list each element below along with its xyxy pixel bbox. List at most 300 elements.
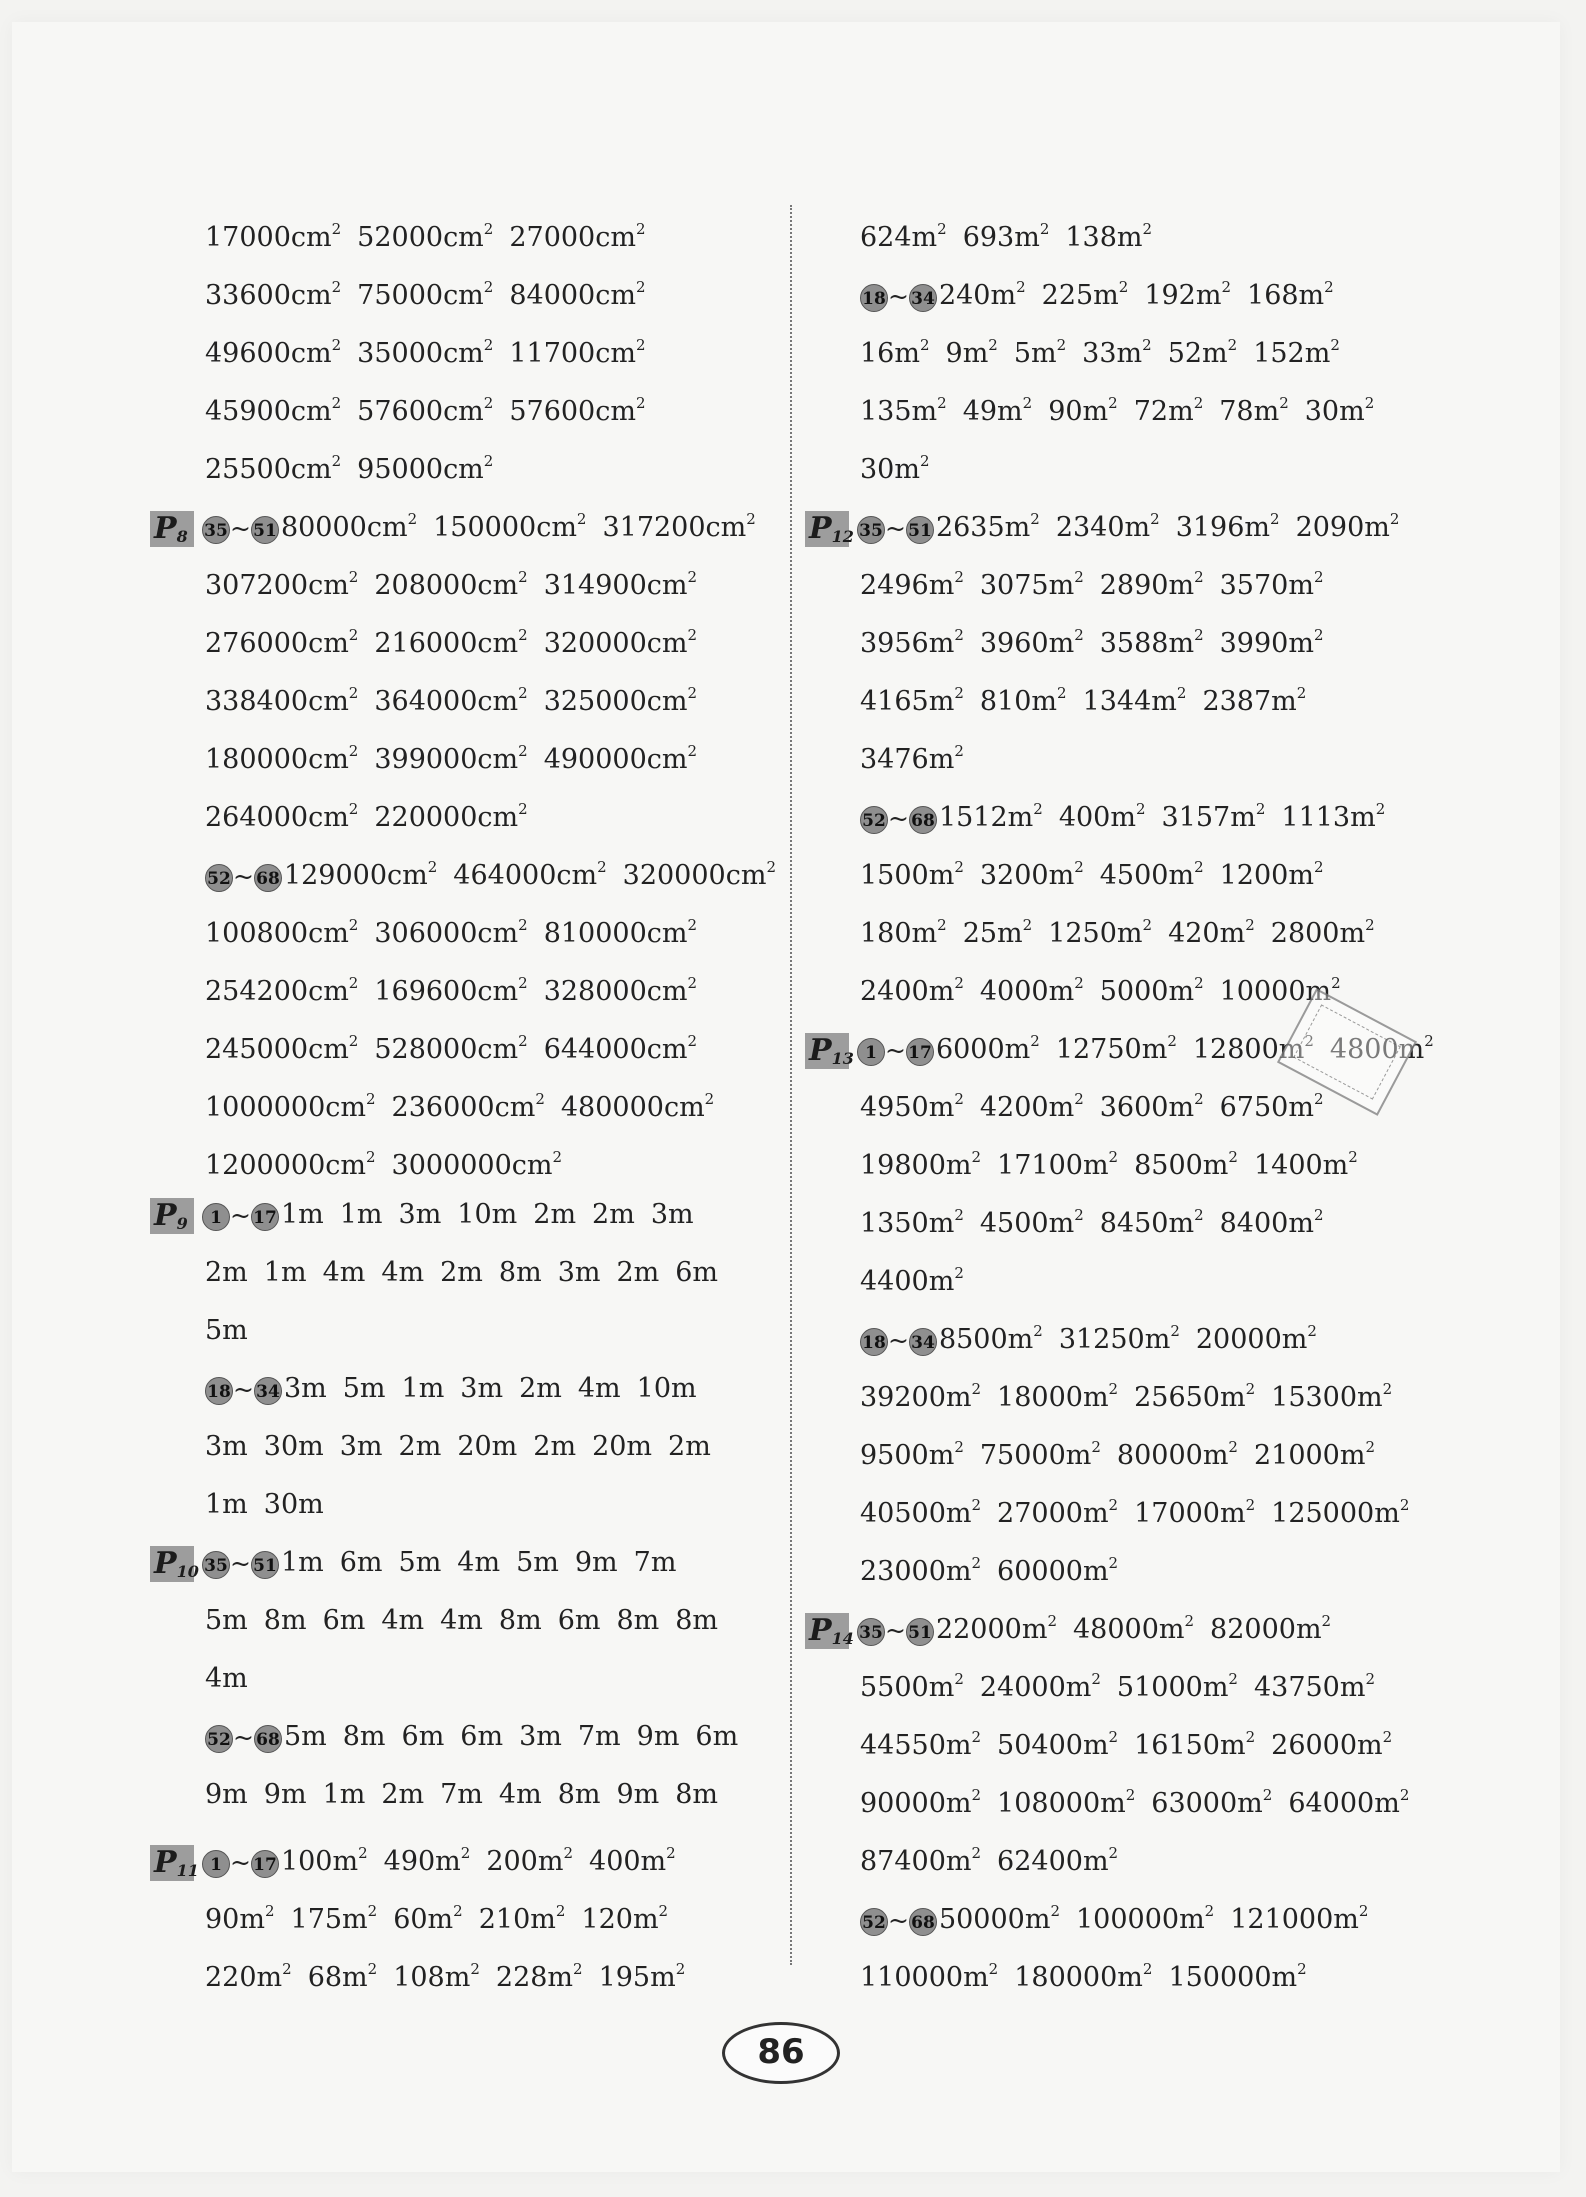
- answer-value: $264000cm^2$: [205, 800, 359, 833]
- answer-value: $60000m^2$: [997, 1554, 1119, 1587]
- answer-value: $33m^2$: [1082, 336, 1152, 369]
- answer-value: $1500m^2$: [860, 858, 964, 891]
- answer-line: [805, 1302, 1425, 1360]
- answer-line: [150, 722, 770, 780]
- answer-value: $8500m^2$: [1134, 1148, 1238, 1181]
- answer-value: $3600m^2$: [1099, 1090, 1204, 1123]
- answer-value: $276000cm^2$: [205, 626, 359, 659]
- answer-line: [805, 548, 1425, 606]
- answer-value: 6m: [460, 1721, 504, 1752]
- answer-value: 8m: [342, 1721, 386, 1752]
- answer-value: $2635m^2$: [935, 510, 1040, 543]
- answer-value: $90m^2$: [205, 1902, 275, 1935]
- answer-value: $1200000cm^2$: [205, 1148, 376, 1181]
- answer-line: [805, 1186, 1425, 1244]
- answer-value: 6m: [695, 1721, 739, 1752]
- answer-value: $95000cm^2$: [357, 452, 494, 485]
- answer-value: $18000m^2$: [997, 1380, 1119, 1413]
- question-number-circle: 1: [857, 1038, 885, 1066]
- question-number-circle: 34: [909, 1328, 937, 1356]
- answer-value: $40500m^2$: [860, 1496, 982, 1529]
- answer-value: $3570m^2$: [1219, 568, 1324, 601]
- answer-value: $245000cm^2$: [205, 1032, 359, 1065]
- question-range: 35~ 51: [202, 500, 279, 558]
- answer-value: $480000cm^2$: [560, 1090, 715, 1123]
- answer-value: $108m^2$: [393, 1960, 480, 1993]
- answer-value: $87400m^2$: [860, 1844, 982, 1877]
- answer-value: $1250m^2$: [1048, 916, 1153, 949]
- answer-value: $810000cm^2$: [543, 916, 698, 949]
- answer-line: [805, 432, 1425, 490]
- answer-value: $45900cm^2$: [205, 394, 342, 427]
- answer-value: $220m^2$: [205, 1960, 292, 1993]
- answer-value: $90m^2$: [1048, 394, 1118, 427]
- answer-value: $169600cm^2$: [374, 974, 528, 1007]
- answer-value: $16m^2$: [860, 336, 930, 369]
- answer-value: $125000m^2$: [1271, 1496, 1410, 1529]
- answer-value: $192m^2$: [1144, 278, 1232, 311]
- answer-value: $6000m^2$: [935, 1032, 1040, 1065]
- answer-value: 8m: [263, 1605, 307, 1636]
- answer-line: [150, 374, 770, 432]
- answer-line: [805, 1882, 1425, 1940]
- answer-value: 10m: [457, 1199, 518, 1230]
- answer-value: $82000m^2$: [1210, 1612, 1332, 1645]
- answer-line: [805, 1418, 1425, 1476]
- answer-value: $22000m^2$: [935, 1612, 1057, 1645]
- answer-value: $3000000cm^2$: [391, 1148, 563, 1181]
- question-number-circle: 17: [906, 1038, 934, 1066]
- answer-value: 10m: [636, 1373, 697, 1404]
- answer-value: $75000m^2$: [979, 1438, 1101, 1471]
- answer-value: $3200m^2$: [979, 858, 1084, 891]
- answer-value: 6m: [557, 1605, 601, 1636]
- answer-value: $51000m^2$: [1116, 1670, 1238, 1703]
- answer-value: $49600cm^2$: [205, 336, 342, 369]
- answer-value: 2m: [592, 1199, 635, 1230]
- answer-value: $4950m^2$: [860, 1090, 964, 1123]
- answer-value: $150000cm^2$: [433, 510, 587, 543]
- answer-value: $5500m^2$: [860, 1670, 964, 1703]
- answer-value: $3956m^2$: [860, 626, 964, 659]
- answer-line: [805, 1534, 1425, 1592]
- answer-value: 4m: [381, 1605, 425, 1636]
- answer-value: $8450m^2$: [1099, 1206, 1204, 1239]
- answer-value: 2m: [381, 1779, 425, 1810]
- answer-value: $12800m^2$: [1192, 1032, 1314, 1065]
- answer-value: 2m: [205, 1257, 248, 1288]
- answer-value: $2890m^2$: [1099, 568, 1204, 601]
- answer-value: $50000m^2$: [938, 1902, 1060, 1935]
- answer-line: [150, 606, 770, 664]
- answer-value: $236000cm^2$: [391, 1090, 545, 1123]
- answer-line: [805, 780, 1425, 838]
- question-number-circle: 68: [254, 864, 282, 892]
- answer-value: 1m: [280, 1199, 324, 1230]
- question-range: 35~ 51: [857, 500, 934, 558]
- question-number-circle: 52: [205, 1725, 233, 1753]
- answer-line: [150, 432, 770, 490]
- question-range: 52~ 68: [860, 1892, 937, 1950]
- answer-value: 7m: [440, 1779, 483, 1810]
- answer-value: 5m: [205, 1605, 248, 1636]
- question-number-circle: 34: [254, 1377, 282, 1405]
- question-number-circle: 52: [860, 1908, 888, 1936]
- answer-value: $490m^2$: [383, 1844, 471, 1877]
- answer-value: 4m: [205, 1663, 248, 1694]
- answer-value: $17000m^2$: [1134, 1496, 1256, 1529]
- question-range: 1 ~ 17: [202, 1834, 279, 1892]
- answer-line: [150, 316, 770, 374]
- answer-value: $72m^2$: [1133, 394, 1204, 427]
- answer-value: 1m: [263, 1257, 307, 1288]
- answer-value: $27000m^2$: [997, 1496, 1119, 1529]
- answer-value: $3588m^2$: [1099, 626, 1204, 659]
- answer-value: $175m^2$: [290, 1902, 378, 1935]
- answer-line: [150, 200, 770, 258]
- question-range: 18~ 34: [860, 268, 937, 326]
- answer-value: $9500m^2$: [860, 1438, 964, 1471]
- answer-value: 8m: [675, 1605, 719, 1636]
- answer-value: $30m^2$: [1304, 394, 1375, 427]
- answer-value: 1m: [401, 1373, 445, 1404]
- answer-line: [150, 664, 770, 722]
- answer-value: $2496m^2$: [860, 568, 964, 601]
- answer-value: 1m: [322, 1779, 366, 1810]
- answer-line: [805, 258, 1425, 316]
- answer-value: 2m: [616, 1257, 660, 1288]
- answer-value: 4m: [498, 1779, 542, 1810]
- answer-value: $3196m^2$: [1175, 510, 1280, 543]
- answer-value: 3m: [650, 1199, 694, 1230]
- question-number-circle: 34: [909, 284, 937, 312]
- question-number-circle: 68: [909, 1908, 937, 1936]
- answer-value: $400m^2$: [589, 1844, 676, 1877]
- answer-value: 6m: [675, 1257, 719, 1288]
- answer-line: [150, 1882, 770, 1940]
- answer-line: [150, 1650, 770, 1708]
- answer-line: [150, 548, 770, 606]
- answer-value: 7m: [577, 1721, 621, 1752]
- question-range: 35~ 51: [202, 1535, 279, 1593]
- answer-value: 7m: [633, 1547, 677, 1578]
- question-number-circle: 68: [909, 806, 937, 834]
- answer-value: $108000m^2$: [997, 1786, 1136, 1819]
- answer-value: 4m: [457, 1547, 501, 1578]
- answer-value: $180000cm^2$: [205, 742, 359, 775]
- question-range: 18~ 34: [205, 1361, 282, 1419]
- answer-line: [150, 1592, 770, 1650]
- answer-line: [150, 1766, 770, 1824]
- answer-value: 2m: [440, 1257, 483, 1288]
- answer-value: 30m: [263, 1431, 324, 1462]
- question-number-circle: 17: [251, 1850, 279, 1878]
- answer-value: $314900cm^2$: [543, 568, 698, 601]
- answer-line: [805, 722, 1425, 780]
- answer-value: $180m^2$: [860, 916, 947, 949]
- answer-value: $20000m^2$: [1195, 1322, 1317, 1355]
- answer-value: $129000cm^2$: [283, 858, 438, 891]
- answer-value: 5m: [283, 1721, 327, 1752]
- question-range: 18~ 34: [860, 1312, 937, 1370]
- answer-value: $4165m^2$: [860, 684, 964, 717]
- question-number-circle: 51: [251, 1551, 279, 1579]
- answer-line: [150, 1940, 770, 1998]
- answer-value: $2400m^2$: [860, 974, 964, 1007]
- answer-value: $10000m^2$: [1219, 974, 1341, 1007]
- answer-value: $57600cm^2$: [509, 394, 646, 427]
- answer-value: $78m^2$: [1219, 394, 1289, 427]
- answer-value: 8m: [557, 1779, 601, 1810]
- answer-value: $84000cm^2$: [509, 278, 646, 311]
- answer-value: $43750m^2$: [1253, 1670, 1376, 1703]
- answer-value: $152m^2$: [1253, 336, 1340, 369]
- answer-value: $24000m^2$: [979, 1670, 1101, 1703]
- answer-value: $63000m^2$: [1151, 1786, 1273, 1819]
- answer-value: $328000cm^2$: [543, 974, 698, 1007]
- answer-line: [150, 1708, 770, 1766]
- question-number-circle: 18: [205, 1377, 233, 1405]
- answer-value: $4200m^2$: [979, 1090, 1084, 1123]
- answer-value: $220000cm^2$: [374, 800, 528, 833]
- answer-line: [805, 490, 1425, 548]
- answer-value: $624m^2$: [860, 220, 947, 253]
- question-range: 52~ 68: [860, 790, 937, 848]
- answer-value: $25500cm^2$: [205, 452, 342, 485]
- answer-value: $8500m^2$: [938, 1322, 1043, 1355]
- answer-value: 2m: [519, 1373, 562, 1404]
- answer-value: $240m^2$: [938, 278, 1026, 311]
- answer-value: $4500m^2$: [979, 1206, 1084, 1239]
- answer-value: $48000m^2$: [1073, 1612, 1195, 1645]
- answer-value: $1344m^2$: [1082, 684, 1187, 717]
- answer-value: 9m: [636, 1721, 680, 1752]
- answer-value: $228m^2$: [495, 1960, 583, 1993]
- answer-value: $110000m^2$: [860, 1960, 999, 1993]
- answer-line: [150, 780, 770, 838]
- answer-value: 1m: [339, 1199, 383, 1230]
- answer-value: 8m: [498, 1257, 542, 1288]
- answer-value: $120m^2$: [581, 1902, 669, 1935]
- answer-value: $208000cm^2$: [374, 568, 528, 601]
- page-reference-tag: $P_{12}$: [805, 511, 849, 547]
- answer-value: $168m^2$: [1247, 278, 1334, 311]
- answer-value: 8m: [498, 1605, 542, 1636]
- answer-value: $1400m^2$: [1253, 1148, 1358, 1181]
- answer-value: $60m^2$: [393, 1902, 463, 1935]
- answer-value: $306000cm^2$: [374, 916, 528, 949]
- answer-value: $195m^2$: [598, 1960, 686, 1993]
- answer-value: $225m^2$: [1041, 278, 1129, 311]
- question-number-circle: 68: [254, 1725, 282, 1753]
- answer-value: $3960m^2$: [979, 626, 1084, 659]
- answer-value: $23000m^2$: [860, 1554, 982, 1587]
- answer-value: 4m: [322, 1257, 366, 1288]
- answer-line: [805, 200, 1425, 258]
- answer-value: $2090m^2$: [1295, 510, 1400, 543]
- answer-value: $693m^2$: [962, 220, 1050, 253]
- answer-value: 9m: [205, 1779, 248, 1810]
- answer-value: $2387m^2$: [1202, 684, 1307, 717]
- answer-value: 9m: [616, 1779, 660, 1810]
- answer-value: 2m: [398, 1431, 442, 1462]
- answer-value: $57600cm^2$: [357, 394, 494, 427]
- answer-value: $11700cm^2$: [509, 336, 646, 369]
- answer-value: 5m: [516, 1547, 559, 1578]
- answer-value: $21000m^2$: [1253, 1438, 1376, 1471]
- page-reference-tag: $P_{13}$: [805, 1033, 849, 1069]
- answer-value: 3m: [460, 1373, 504, 1404]
- answer-line: [805, 1476, 1425, 1534]
- answer-value: $62400m^2$: [997, 1844, 1119, 1877]
- answer-line: [805, 1708, 1425, 1766]
- answer-value: $338400cm^2$: [205, 684, 359, 717]
- answer-column-left: [150, 200, 776, 1998]
- question-range: 52~ 68: [205, 1709, 282, 1767]
- answer-value: $12750m^2$: [1055, 1032, 1177, 1065]
- answer-line: [805, 1650, 1425, 1708]
- answer-value: $307200cm^2$: [205, 568, 359, 601]
- answer-line: [805, 606, 1425, 664]
- column-divider: [790, 205, 792, 1965]
- answer-value: $320000cm^2$: [622, 858, 776, 891]
- answer-value: $30m^2$: [860, 452, 930, 485]
- answer-value: $9m^2$: [945, 336, 998, 369]
- answer-value: $90000m^2$: [860, 1786, 982, 1819]
- answer-line: [150, 1476, 770, 1534]
- answer-value: 6m: [339, 1547, 383, 1578]
- question-number-circle: 52: [205, 864, 233, 892]
- answer-value: 3m: [519, 1721, 562, 1752]
- answer-line: [150, 1534, 770, 1592]
- answer-value: $1113m^2$: [1281, 800, 1386, 833]
- answer-line: [150, 1418, 770, 1476]
- page-number: 86: [722, 2022, 840, 2084]
- answer-value: $364000cm^2$: [374, 684, 528, 717]
- answer-value: $180000m^2$: [1014, 1960, 1153, 1993]
- answer-value: $400m^2$: [1058, 800, 1146, 833]
- answer-line: [150, 1244, 770, 1302]
- question-range: 52~ 68: [205, 848, 282, 906]
- page-reference-tag: $P_8$: [150, 511, 194, 547]
- answer-line: [150, 1070, 770, 1128]
- answer-value: $100000m^2$: [1076, 1902, 1215, 1935]
- answer-value: $2340m^2$: [1055, 510, 1160, 543]
- answer-value: $35000cm^2$: [357, 336, 494, 369]
- answer-value: $100800cm^2$: [205, 916, 359, 949]
- answer-value: $4500m^2$: [1099, 858, 1204, 891]
- answer-line: [150, 1824, 770, 1882]
- answer-value: $3476m^2$: [860, 742, 964, 775]
- answer-value: $138m^2$: [1065, 220, 1153, 253]
- answer-value: $210m^2$: [478, 1902, 566, 1935]
- answer-value: 2m: [533, 1431, 577, 1462]
- question-number-circle: 35: [857, 1618, 885, 1646]
- answer-value: $810m^2$: [979, 684, 1067, 717]
- answer-line: [150, 1186, 770, 1244]
- answer-line: [150, 1302, 770, 1360]
- answer-value: 4m: [577, 1373, 621, 1404]
- answer-line: [805, 1592, 1425, 1650]
- answer-line: [805, 1360, 1425, 1418]
- question-number-circle: 18: [860, 1328, 888, 1356]
- question-number-circle: 18: [860, 284, 888, 312]
- answer-value: $317200cm^2$: [602, 510, 756, 543]
- answer-line: [150, 1360, 770, 1418]
- answer-value: $52000cm^2$: [357, 220, 494, 253]
- answer-value: $420m^2$: [1168, 916, 1255, 949]
- answer-value: $50400m^2$: [997, 1728, 1119, 1761]
- answer-value: 5m: [398, 1547, 442, 1578]
- answer-value: $75000cm^2$: [357, 278, 494, 311]
- answer-value: $26000m^2$: [1271, 1728, 1393, 1761]
- answer-value: 8m: [616, 1605, 660, 1636]
- answer-value: 4m: [381, 1257, 425, 1288]
- answer-value: 3m: [557, 1257, 601, 1288]
- answer-value: 30m: [263, 1489, 324, 1520]
- answer-line: [805, 1940, 1425, 1998]
- answer-value: $4400m^2$: [860, 1264, 964, 1297]
- question-number-circle: 51: [251, 516, 279, 544]
- answer-value: 1m: [205, 1489, 248, 1520]
- answer-value: $1200m^2$: [1219, 858, 1324, 891]
- answer-line: [805, 1128, 1425, 1186]
- answer-value: 8m: [675, 1779, 719, 1810]
- question-number-circle: 51: [906, 516, 934, 544]
- answer-value: $4000m^2$: [979, 974, 1084, 1007]
- answer-value: $49m^2$: [962, 394, 1033, 427]
- question-number-circle: 35: [202, 1551, 230, 1579]
- page-reference-tag: $P_{14}$: [805, 1613, 849, 1649]
- question-number-circle: 17: [251, 1203, 279, 1231]
- answer-value: 3m: [283, 1373, 327, 1404]
- answer-value: 3m: [398, 1199, 442, 1230]
- answer-value: $39200m^2$: [860, 1380, 982, 1413]
- answer-value: $5m^2$: [1013, 336, 1067, 369]
- answer-value: $150000m^2$: [1168, 1960, 1307, 1993]
- answer-value: 20m: [457, 1431, 518, 1462]
- answer-value: $254200cm^2$: [205, 974, 359, 1007]
- answer-value: 2m: [533, 1199, 577, 1230]
- answer-value: 5m: [342, 1373, 386, 1404]
- answer-value: $64000m^2$: [1288, 1786, 1410, 1819]
- answer-value: 3m: [205, 1431, 248, 1462]
- answer-value: $399000cm^2$: [374, 742, 528, 775]
- answer-value: 4m: [440, 1605, 483, 1636]
- answer-column-right: [805, 200, 1434, 1998]
- answer-value: 2m: [668, 1431, 711, 1462]
- question-number-circle: 51: [906, 1618, 934, 1646]
- answer-value: $1512m^2$: [938, 800, 1043, 833]
- answer-line: [805, 1244, 1425, 1302]
- answer-value: $17100m^2$: [997, 1148, 1119, 1181]
- answer-value: $80000cm^2$: [280, 510, 418, 543]
- answer-value: $100m^2$: [280, 1844, 368, 1877]
- answer-value: $19800m^2$: [860, 1148, 982, 1181]
- answer-line: [805, 374, 1425, 432]
- answer-value: $8400m^2$: [1219, 1206, 1324, 1239]
- answer-value: $200m^2$: [486, 1844, 574, 1877]
- question-range: 1 ~ 17: [857, 1022, 934, 1080]
- answer-value: 6m: [401, 1721, 445, 1752]
- answer-value: $80000m^2$: [1116, 1438, 1238, 1471]
- answer-line: [150, 490, 770, 548]
- answer-line: [805, 664, 1425, 722]
- answer-value: $1350m^2$: [860, 1206, 964, 1239]
- question-range: 1 ~ 17: [202, 1187, 279, 1245]
- answer-value: 5m: [205, 1315, 248, 1346]
- answer-value: $6750m^2$: [1219, 1090, 1324, 1123]
